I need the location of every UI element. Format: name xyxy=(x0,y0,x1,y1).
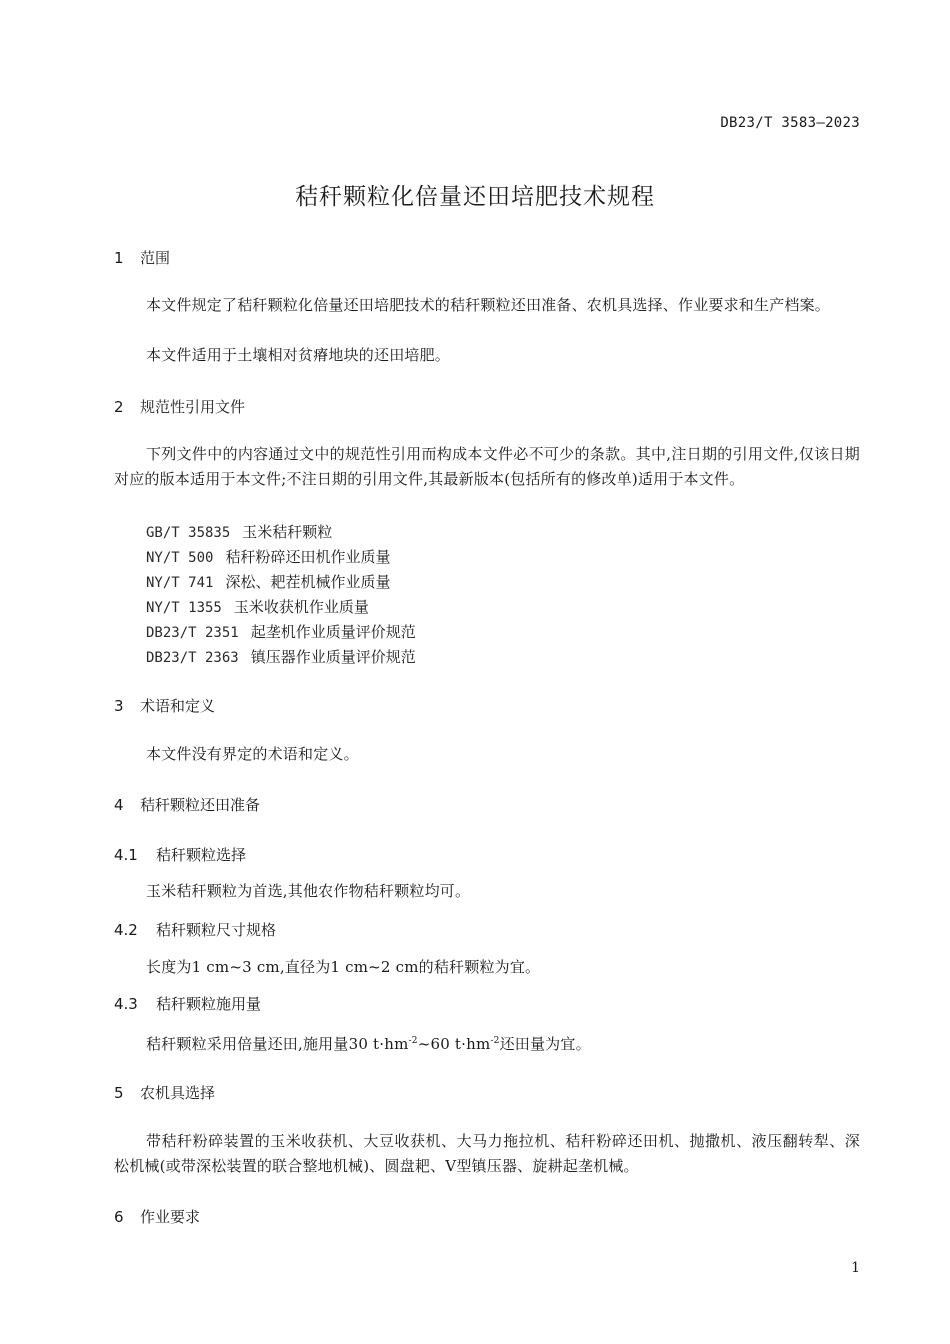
section-3-heading xyxy=(114,695,215,716)
reference-code: NY/T 500 xyxy=(146,550,214,566)
reference-item xyxy=(146,571,390,592)
section-title: 作业要求 xyxy=(140,1208,201,1226)
section-4-2-paragraph: 长度为1 cm~3 cm,直径为1 cm~2 cm的秸秆颗粒为宜。 xyxy=(146,958,541,976)
reference-code: NY/T 1355 xyxy=(146,600,222,616)
rate-text-b: ~60 t·hm xyxy=(417,1035,491,1053)
section-title: 范围 xyxy=(140,249,171,267)
section-6-heading xyxy=(114,1206,200,1227)
section-number: 4.1 xyxy=(114,846,138,864)
reference-code: DB23/T 2363 xyxy=(146,650,239,666)
reference-item xyxy=(146,621,416,642)
section-4-3-heading xyxy=(114,993,261,1014)
reference-code: NY/T 741 xyxy=(146,575,214,591)
reference-name: 深松、耙茬机械作业质量 xyxy=(225,573,391,591)
section-title: 术语和定义 xyxy=(140,697,216,715)
section-1-paragraph-2: 本文件适用于土壤相对贫瘠地块的还田培肥。 xyxy=(146,346,451,364)
section-number: 1 xyxy=(114,249,124,267)
section-title: 农机具选择 xyxy=(140,1084,216,1102)
section-number: 4.3 xyxy=(114,995,138,1013)
section-1-paragraph-1: 本文件规定了秸秆颗粒化倍量还田培肥技术的秸秆颗粒还田准备、农机具选择、作业要求和生产档案。 xyxy=(146,296,831,314)
section-2-heading xyxy=(114,396,245,417)
rate-exponent-1: -2 xyxy=(408,1036,418,1046)
section-2-paragraph-1: 下列文件中的内容通过文中的规范性引用而构成本文件必不可少的条款。其中,注日期的引用文件,仅该日期对应的版本适用于本文件;不注日期的引用文件,其最新版本(包括所有的修改单)适用于本文件。 xyxy=(114,445,860,488)
section-title: 秸秆颗粒选择 xyxy=(156,846,247,864)
rate-exponent-2: -2 xyxy=(490,1036,500,1046)
reference-code: DB23/T 2351 xyxy=(146,625,239,641)
section-1-heading xyxy=(114,247,170,268)
section-number: 6 xyxy=(114,1208,124,1226)
section-4-1-paragraph: 玉米秸秆颗粒为首选,其他农作物秸秆颗粒均可。 xyxy=(146,882,471,900)
reference-item xyxy=(146,646,416,667)
section-title: 秸秆颗粒尺寸规格 xyxy=(156,921,277,939)
section-title: 规范性引用文件 xyxy=(140,398,246,416)
section-4-3-paragraph xyxy=(114,1029,860,1057)
section-number: 4 xyxy=(114,796,124,814)
page-number: 1 xyxy=(851,1260,860,1276)
reference-item xyxy=(146,546,390,567)
reference-code: GB/T 35835 xyxy=(146,525,231,541)
section-5-paragraph-1: 带秸秆粉碎装置的玉米收获机、大豆收获机、大马力拖拉机、秸秆粉碎还田机、抛撒机、液压翻转犁、深松机械(或带深松装置的联合整地机械)、圆盘耙、V型镇压器、旋耕起垄机械。 xyxy=(114,1132,860,1175)
reference-name: 玉米收获机作业质量 xyxy=(233,598,369,616)
reference-name: 起垄机作业质量评价规范 xyxy=(250,623,416,641)
reference-name: 镇压器作业质量评价规范 xyxy=(250,648,416,666)
reference-name: 秸秆粉碎还田机作业质量 xyxy=(225,548,391,566)
reference-item xyxy=(146,596,369,617)
document-title: 秸秆颗粒化倍量还田培肥技术规程 xyxy=(295,184,655,210)
section-5-heading xyxy=(114,1082,215,1103)
section-number: 3 xyxy=(114,697,124,715)
reference-name: 玉米秸秆颗粒 xyxy=(242,523,333,541)
rate-text-a: 秸秆颗粒采用倍量还田,施用量30 t·hm xyxy=(146,1035,409,1053)
section-4-1-heading xyxy=(114,844,246,865)
rate-text-c: 还田量为宜。 xyxy=(499,1035,591,1053)
document-code: DB23/T 3583—2023 xyxy=(720,115,860,131)
section-4-heading xyxy=(114,794,260,815)
section-number: 4.2 xyxy=(114,921,138,939)
section-title: 秸秆颗粒施用量 xyxy=(156,995,262,1013)
section-title: 秸秆颗粒还田准备 xyxy=(140,796,261,814)
section-3-paragraph-1: 本文件没有界定的术语和定义。 xyxy=(146,745,359,763)
section-number: 2 xyxy=(114,398,124,416)
reference-item xyxy=(146,521,332,542)
section-4-2-heading xyxy=(114,919,276,940)
section-number: 5 xyxy=(114,1084,124,1102)
